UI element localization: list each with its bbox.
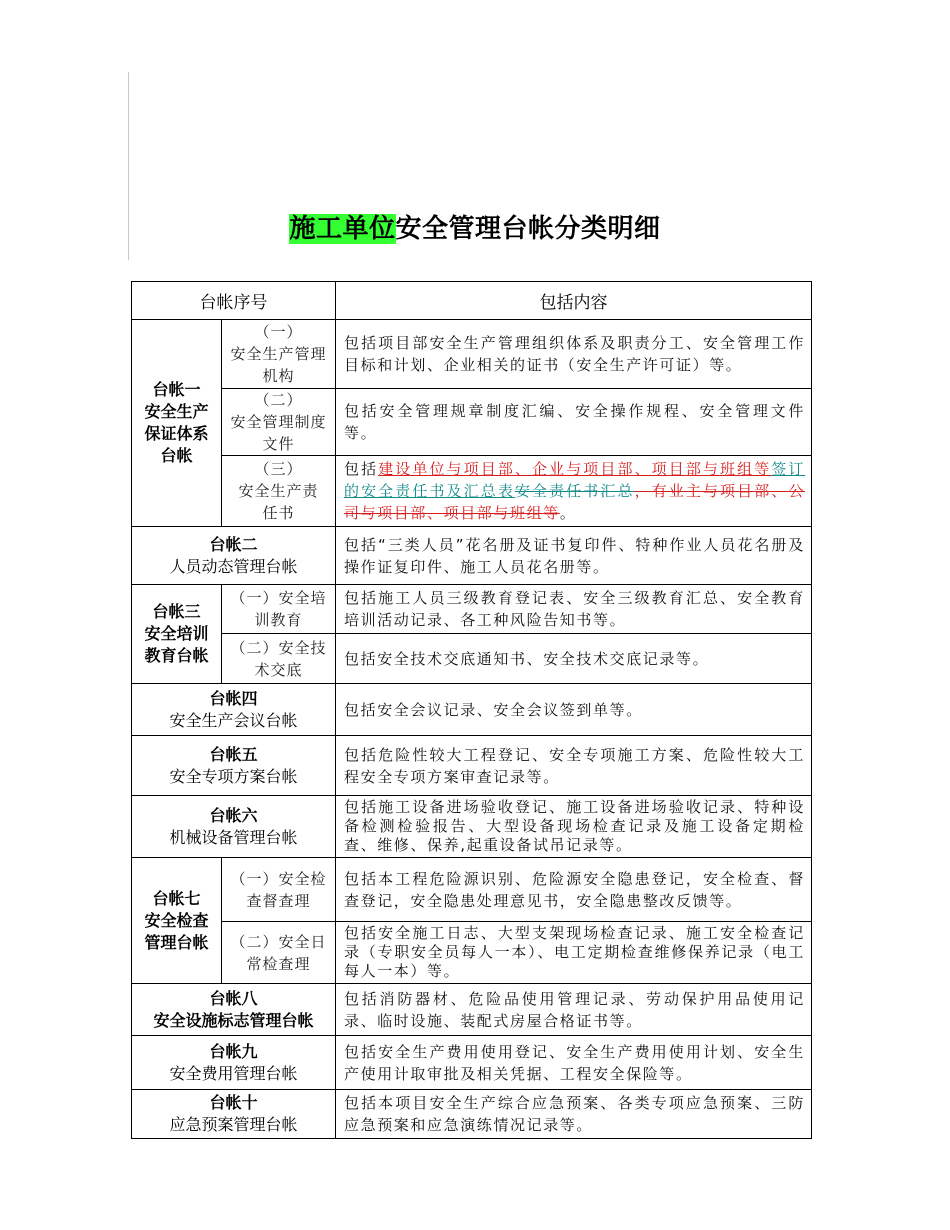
ledger-name-line: 应急预案管理台帐 <box>169 1115 298 1134</box>
ledger7-sub2-content: 包括安全施工日志、大型支架现场检查记录、施工安全检查记录（专职安全员每人一本）、电工定期检查维修保养记录（电工每人一本）等。 <box>336 922 812 984</box>
ledger6-content: 包括施工设备进场验收登记、施工设备进场验收记录、特种设备检测检验报告、大型设备现场检查记录及施工设备定期检查、维修、保养,起重设备试吊记录等。 <box>336 796 812 858</box>
ledger7-sub1-content: 包括本工程危险源识别、危险源安全隐患登记，安全检查、督查登记，安全隐患处理意见书，安全隐患整改反馈等。 <box>336 858 812 922</box>
ledger5-name <box>132 736 336 796</box>
ledger-name-line: 安全生产会议台帐 <box>169 710 298 730</box>
ledger1-name <box>132 320 222 527</box>
table-row <box>132 634 812 684</box>
ledger1-sub2-content: 包括安全管理规章制度汇编、安全操作规程、安全管理文件等。 <box>336 389 812 456</box>
ledger-name-line: 台帐八 <box>209 988 258 1008</box>
ledger-name-line: 安全设施标志管理台帐 <box>153 1010 314 1030</box>
table-row <box>132 585 812 634</box>
ledger-name-line: 机械设备管理台帐 <box>169 827 298 847</box>
title-rest: 安全管理台帐分类明细 <box>395 214 661 244</box>
ledger8-name <box>132 984 336 1036</box>
content-suffix: 。 <box>559 504 577 522</box>
ledger-name-line: 安全专项方案台帐 <box>169 766 298 786</box>
revision-insert: 签订的安全责任书及汇总表 <box>344 460 805 500</box>
ledger-name-line: 台帐四 <box>209 688 258 708</box>
ledger1-name-line: 台帐一 <box>152 380 201 399</box>
ledger1-name-line: 安全生产 <box>144 402 209 421</box>
ledger1-sub2-label <box>222 389 336 456</box>
ledger5-content: 包括危险性较大工程登记、安全专项施工方案、危险性较大工程安全专项方案审查记录等。 <box>336 736 812 796</box>
revision-insert: 建设单位与项目部、企业与项目部、项目部与班组等 <box>378 460 772 478</box>
table-row <box>132 389 812 456</box>
ledger10-content: 包括本项目安全生产综合应急预案、各类专项应急预案、三防应急预案和应急演练情况记录等。 <box>336 1090 812 1139</box>
revision-delete: ，有业主与项目部、公司与项目部、项目部与班组等 <box>344 482 805 522</box>
ledger6-name <box>132 796 336 858</box>
sub-number: （二） <box>254 391 303 409</box>
ledger-name-line: 台帐五 <box>209 744 258 764</box>
ledger9-name <box>132 1036 336 1090</box>
ledger-name-line: 安全培训 <box>144 624 209 643</box>
ledger8-content: 包括消防器材、危险品使用管理记录、劳动保护用品使用记录、临时设施、装配式房屋合格证书等。 <box>336 984 812 1036</box>
table-row <box>132 320 812 389</box>
ledger3-sub2-content: 包括安全技术交底通知书、安全技术交底记录等。 <box>336 634 812 684</box>
table-row <box>132 736 812 796</box>
ledger1-sub1-content: 包括项目部安全生产管理组织体系及职责分工、安全管理工作目标和计划、企业相关的证书（安全生产许可证）等。 <box>336 320 812 389</box>
ledger3-name <box>132 585 222 684</box>
ledger2-content: 包括“三类人员”花名册及证书复印件、特种作业人员花名册及操作证复印件、施工人员花名册等。 <box>336 527 812 585</box>
ledger-name-line: 人员动态管理台帐 <box>169 556 298 576</box>
ledger3-sub1-content: 包括施工人员三级教育登记表、安全三级教育汇总、安全教育培训活动记录、各工种风险告知书等。 <box>336 585 812 634</box>
table-row <box>132 922 812 984</box>
ledger-name-line: 台帐十 <box>209 1093 258 1112</box>
revision-delete: 安全责任书汇总 <box>514 482 635 500</box>
ledger-name-line: 台帐六 <box>209 805 258 825</box>
ledger4-name <box>132 684 336 736</box>
table-row <box>132 1090 812 1139</box>
ledger10-name <box>132 1090 336 1139</box>
ledger1-name-line: 台帐 <box>160 446 193 465</box>
table-row <box>132 984 812 1036</box>
table-row <box>132 456 812 527</box>
ledger1-sub3-label <box>222 456 336 527</box>
content-prefix: 包括 <box>344 460 379 478</box>
ledger-table <box>131 281 812 1139</box>
ledger-name-line: 管理台帐 <box>144 932 209 952</box>
header-ledger-no: 台帐序号 <box>132 282 336 320</box>
ledger3-sub2-label: （二）安全技术交底 <box>222 634 336 684</box>
header-content: 包括内容 <box>336 282 812 320</box>
table-row <box>132 858 812 922</box>
sub-number: （三） <box>254 460 303 478</box>
ledger1-name-line: 保证体系 <box>144 424 209 443</box>
sub-label: 安全生产责任书 <box>238 482 319 522</box>
table-header-row <box>132 282 812 320</box>
ledger9-content: 包括安全生产费用使用登记、安全生产费用使用计划、安全生产使用计取审批及相关凭据、工程安全保险等。 <box>336 1036 812 1090</box>
table-row <box>132 527 812 585</box>
ledger1-sub3-content <box>336 456 812 527</box>
table-row <box>132 684 812 736</box>
ledger4-content: 包括安全会议记录、安全会议签到单等。 <box>336 684 812 736</box>
sub-number: （一） <box>254 323 303 341</box>
ledger3-sub1-label: （一）安全培训教育 <box>222 585 336 634</box>
title-highlight: 施工单位 <box>289 214 396 244</box>
ledger-name-line: 教育台帐 <box>144 646 209 665</box>
ledger7-sub2-label: （二）安全日常检查理 <box>222 922 336 984</box>
ledger-name-line: 安全费用管理台帐 <box>169 1063 298 1083</box>
sub-label: 安全管理制度文件 <box>230 413 327 453</box>
ledger-name-line: 安全检查 <box>144 910 209 930</box>
ledger1-sub1-label <box>222 320 336 389</box>
sub-label: 安全生产管理机构 <box>230 345 327 385</box>
ledger-name-line: 台帐七 <box>152 888 201 908</box>
ledger-name-line: 台帐九 <box>209 1041 258 1061</box>
ledger7-name <box>132 858 222 984</box>
ledger2-name <box>132 527 336 585</box>
table-row <box>132 1036 812 1090</box>
ledger-name-line: 台帐三 <box>152 602 201 621</box>
ledger-name-line: 台帐二 <box>209 534 258 554</box>
ledger7-sub1-label: （一）安全检查督查理 <box>222 858 336 922</box>
table-row <box>132 796 812 858</box>
page-title <box>0 207 950 251</box>
